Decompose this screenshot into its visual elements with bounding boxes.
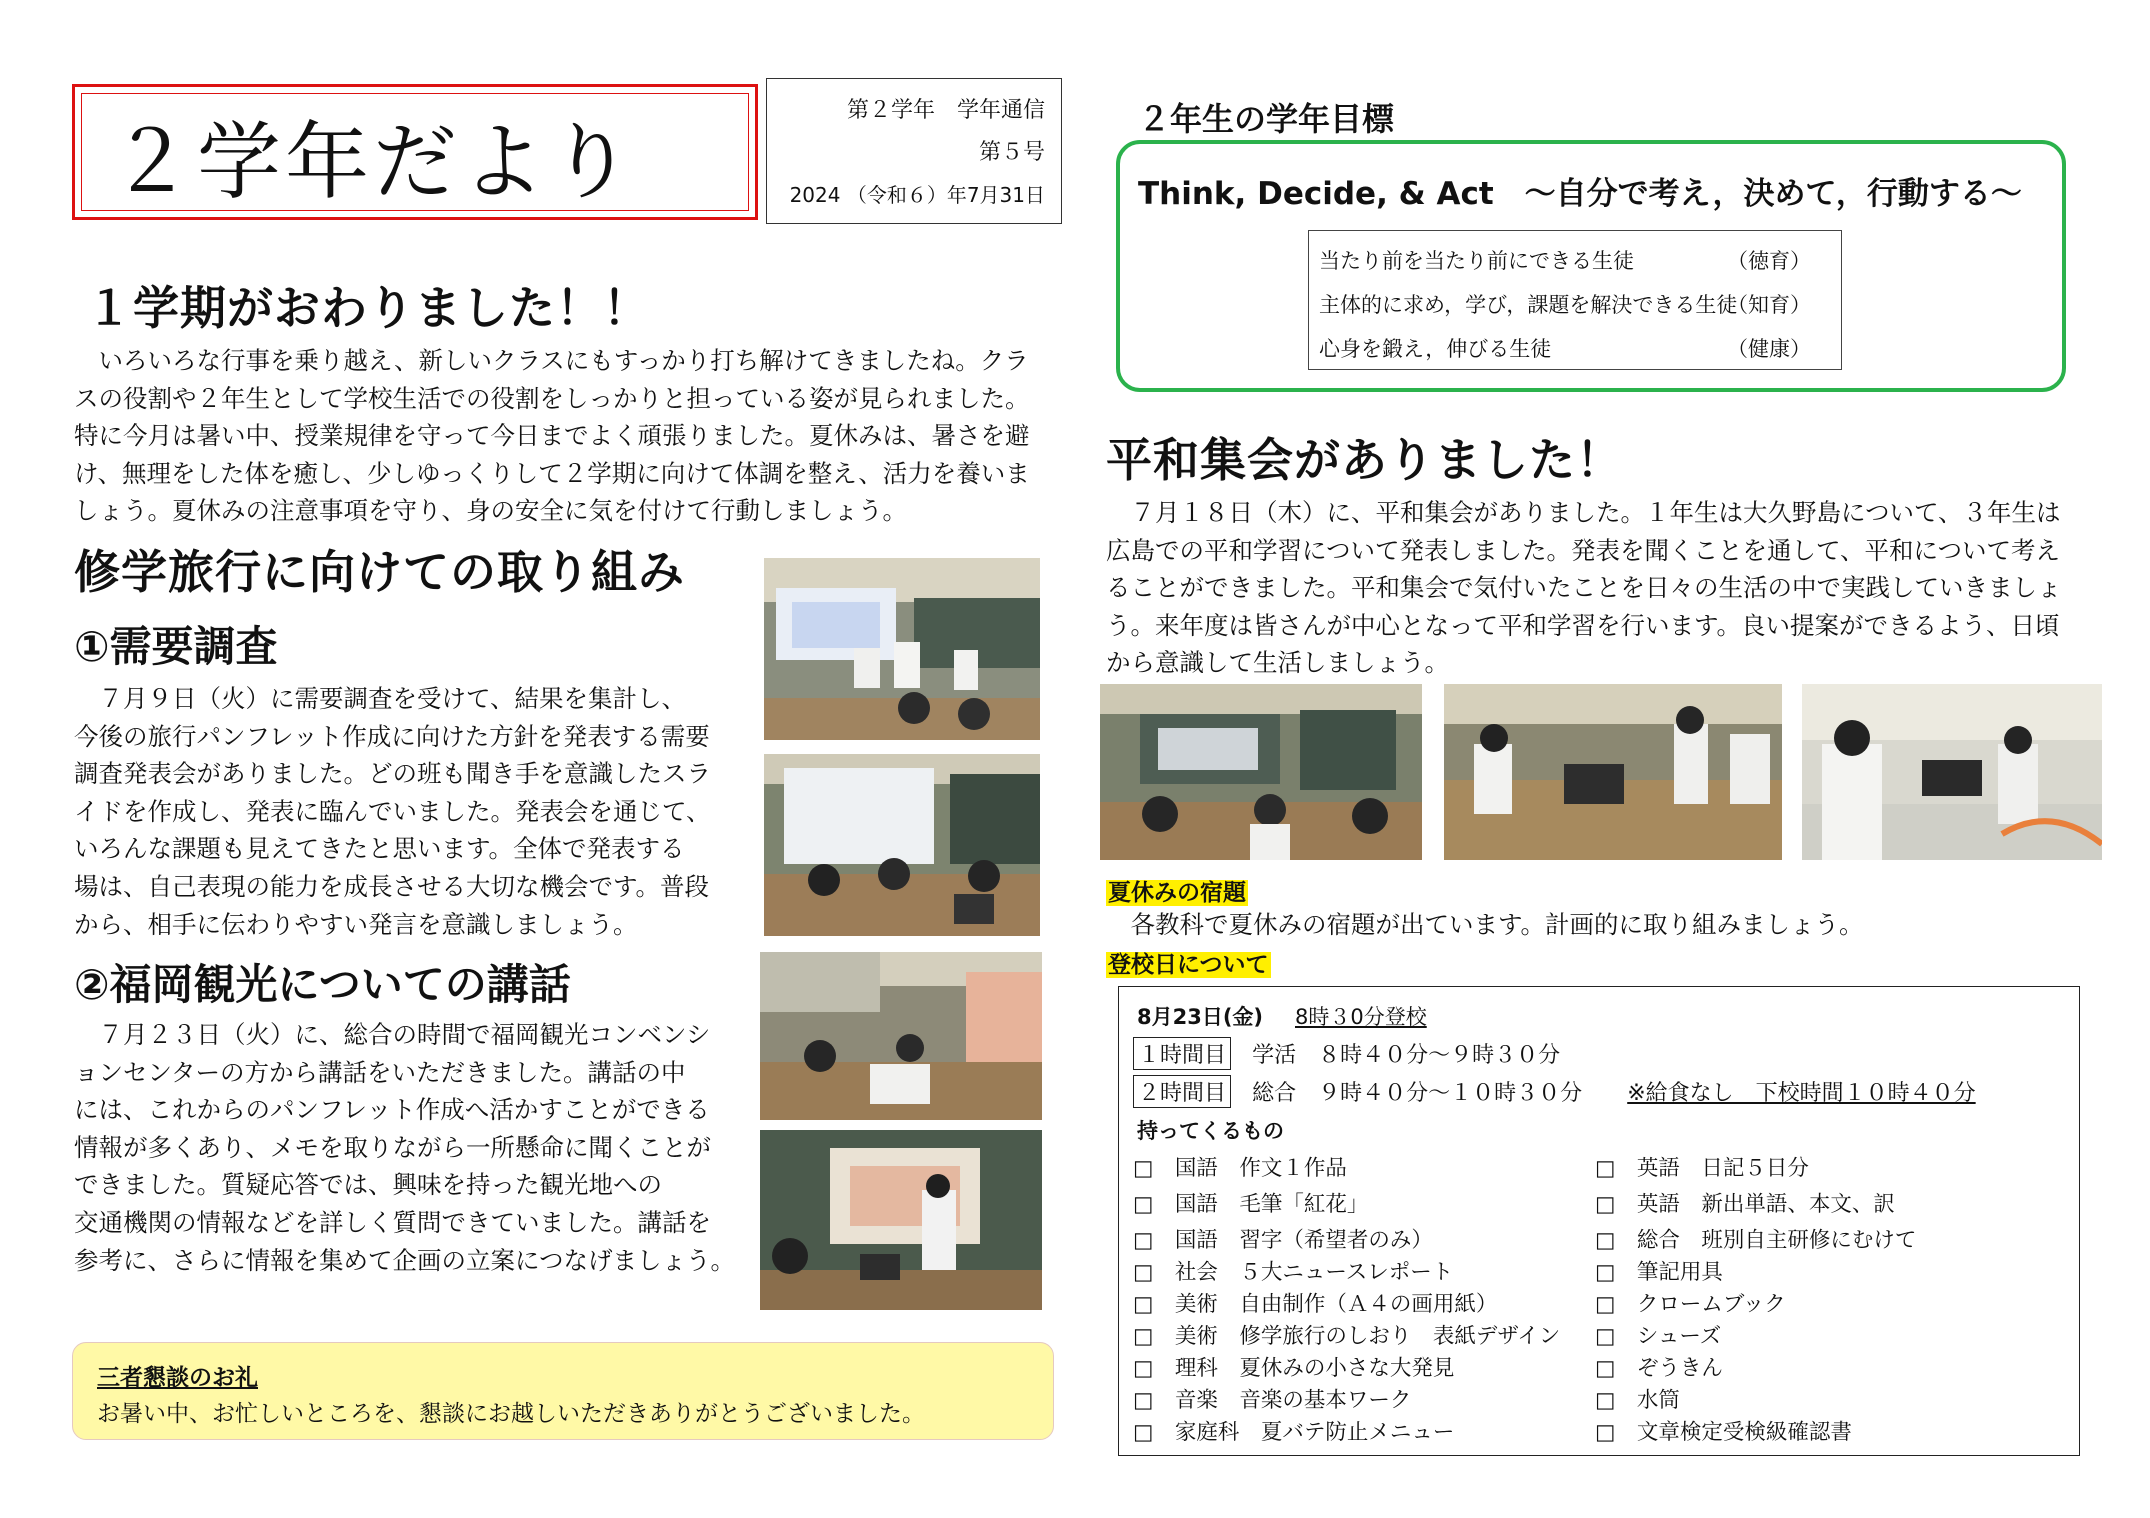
bring-item: □ 美術 自由制作（Ａ４の画用紙） xyxy=(1133,1292,1498,1317)
issue-publisher: 第２学年 学年通信 xyxy=(846,98,1045,123)
goal-tag: （健康） xyxy=(1727,337,1811,361)
period-2: ２時間目 総合 ９時４０分～１０時３０分 ※給食なし 下校時間１０時４０分 xyxy=(1133,1075,1976,1108)
survey-audience-photo xyxy=(764,754,1040,936)
homework-label: 夏休みの宿題 xyxy=(1108,880,1246,906)
peace-assembly-photo-2 xyxy=(1444,684,1782,860)
bring-item: □ 文章検定受検級確認書 xyxy=(1595,1420,1852,1445)
bring-item: □ 家庭科 夏バテ防止メニュー xyxy=(1133,1420,1455,1445)
bring-item: □ 国語 作文１作品 xyxy=(1133,1156,1347,1181)
bring-item: □ 美術 修学旅行のしおり 表紙デザイン xyxy=(1133,1324,1561,1349)
school-day-date: 8月23日(金) xyxy=(1137,1005,1264,1029)
bring-item: □ 英語 新出単語、本文、訳 xyxy=(1595,1192,1895,1217)
goal-item: 主体的に求め，学び，課題を解決できる生徒 xyxy=(1319,293,1738,317)
issue-info-box xyxy=(766,78,1062,224)
peace-body: ７月１８日（木）に、平和集会がありました。１年生は大久野島について、３年生は 広島での平和学習について発表しました。発表を聞くことを通して、平和について考え ることができました。平和集会で気付いたことを日々の生活の中で実践していきましょ う。来年度は皆さんが中心となって平和学習を行います。良い提案ができるよう、日頃 から意識して生活しましょう。 xyxy=(1106,498,2062,678)
bring-item: □ 水筒 xyxy=(1595,1388,1680,1413)
trip-heading: 修学旅行に向けての取り組み xyxy=(74,545,685,599)
lecture-speaker-photo xyxy=(760,1130,1042,1310)
peace-assembly-photo-3 xyxy=(1802,684,2102,860)
bring-item: □ 理科 夏休みの小さな大発見 xyxy=(1133,1356,1455,1381)
survey-presentation-photo xyxy=(764,558,1040,740)
term-end-body: いろいろな行事を乗り越え、新しいクラスにもすっかり打ち解けてきましたね。クラ スの役割や２年生として学校生活での役割をしっかりと担っている姿が見られました。 特に今月は暑い中、授業規律を守って今日までよく頑張りました。夏休みは、暑さを避 け、無理をした体を癒し、少しゆっくりして２学期に向けて体調を整え、活力を養いま しょう。夏休みの注意事項を守り、身の安全に気を付けて行動しましょう。 xyxy=(74,346,1030,526)
lecture-room-photo xyxy=(760,952,1042,1120)
lecture-subheading: ②福岡観光についての講話 xyxy=(74,960,571,1009)
survey-subheading: ①需要調査 xyxy=(74,622,278,671)
school-day-box xyxy=(1118,986,2080,1456)
term-end-heading: １学期がおわりました！！ xyxy=(86,281,650,335)
goal-tag: （知育） xyxy=(1727,293,1811,317)
school-day-label: 登校日について xyxy=(1108,952,1269,978)
title-box xyxy=(72,84,758,220)
peace-assembly-photo-1 xyxy=(1100,684,1422,860)
bring-item: □ 国語 習字（希望者のみ） xyxy=(1133,1228,1433,1253)
thanks-box xyxy=(72,1342,1054,1440)
bring-item: □ 筆記用具 xyxy=(1595,1260,1723,1285)
bring-item: □ クロームブック xyxy=(1595,1292,1786,1317)
bring-items-label: 持ってくるもの xyxy=(1137,1119,1284,1143)
issue-date: 2024 （令和６）年7月31日 xyxy=(789,183,1045,207)
bring-item: □ 国語 毛筆「紅花」 xyxy=(1133,1192,1369,1217)
thanks-text: お暑い中、お忙しいところを、懇談にお越しいただきありがとうございました。 xyxy=(97,1401,925,1427)
goals-heading: ２年生の学年目標 xyxy=(1138,100,1395,138)
lunch-note: ※給食なし 下校時間１０時４０分 xyxy=(1627,1081,1976,1106)
period-2-tag: ２時間目 xyxy=(1133,1075,1231,1108)
homework-text: 各教科で夏休みの宿題が出ています。計画的に取り組みましょう。 xyxy=(1106,910,1864,939)
newsletter-title: ２学年だより xyxy=(109,113,638,211)
issue-number: 第５号 xyxy=(978,140,1045,165)
bring-item: □ 社会 ５大ニュースレポート xyxy=(1133,1260,1454,1285)
goals-list xyxy=(1308,230,1842,370)
bring-item: □ 英語 日記５日分 xyxy=(1595,1156,1809,1181)
goal-item: 当たり前を当たり前にできる生徒 xyxy=(1319,249,1634,273)
lecture-body: ７月２３日（火）に、総合の時間で福岡観光コンベンシ ョンセンターの方から講話をいただきました。講話の中 には、これからのパンフレット作成へ活かすことができる 情報が多くあり、メモを取りながら一所懸命に聞くことが できました。質疑応答では、興味を持った観光地への 交通機関の情報などを詳しく質問できていました。講話を 参考に、さらに情報を集めて企画の立案につなげましょう。 xyxy=(74,1020,736,1275)
bring-item: □ ぞうきん xyxy=(1595,1356,1723,1381)
period-1: １時間目 学活 ８時４０分～９時３０分 xyxy=(1133,1037,1560,1070)
survey-body: ７月９日（火）に需要調査を受けて、結果を集計し、 今後の旅行パンフレット作成に向けた方針を発表する需要 調査発表会がありました。どの班も聞き手を意識したスラ イドを作成し、発表に臨んでいました。発表会を通じて、 いろんな課題も見えてきたと思います。全体で発表する 場は、自己表現の能力を成長させる大切な機会です。普段 から、相手に伝わりやすい発言を意識しましょう。 xyxy=(74,684,711,939)
bring-item: □ 音楽 音楽の基本ワーク xyxy=(1133,1388,1412,1413)
thanks-title: 三者懇談のお礼 xyxy=(97,1365,258,1391)
peace-heading: 平和集会がありました！ xyxy=(1106,433,1623,487)
school-day-arrival: 8時３0分登校 xyxy=(1295,1005,1427,1029)
goals-motto: Think, Decide, & Act ～自分で考え，決めて，行動する～ xyxy=(1138,176,2022,212)
bring-item: □ 総合 班別自主研修にむけて xyxy=(1595,1228,1917,1253)
goal-tag: （徳育） xyxy=(1727,249,1811,273)
goal-item: 心身を鍛え，伸びる生徒 xyxy=(1319,337,1552,361)
period-1-tag: １時間目 xyxy=(1133,1037,1231,1070)
bring-item: □ シューズ xyxy=(1595,1324,1722,1349)
